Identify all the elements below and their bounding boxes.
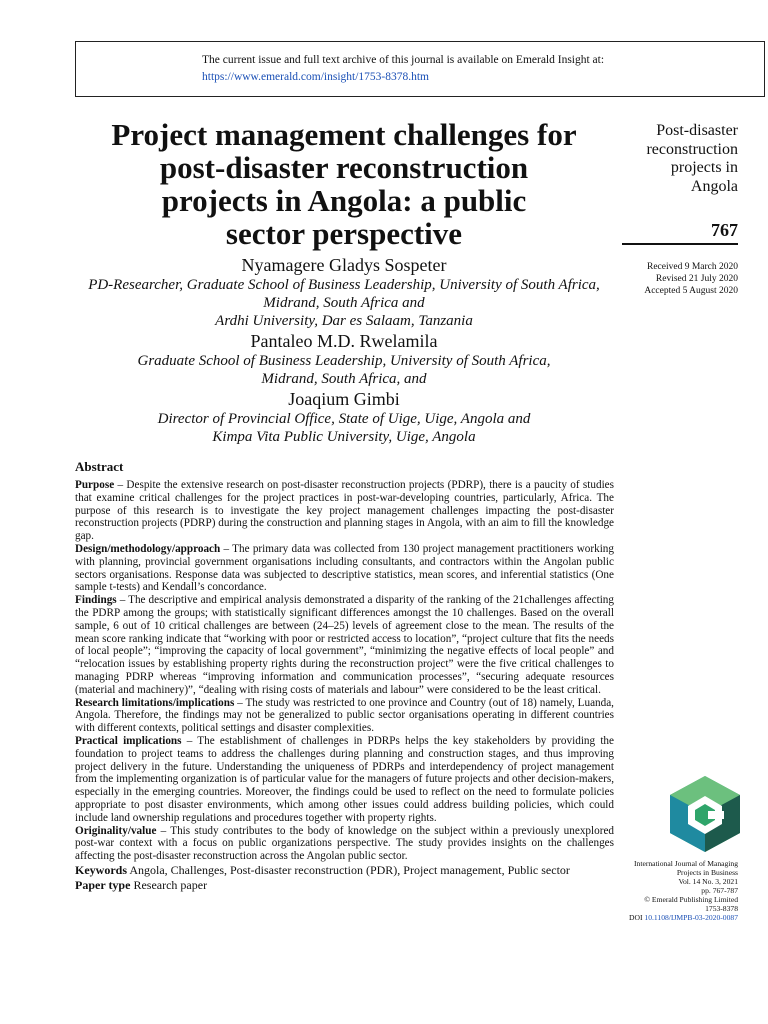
section-label: Purpose [75,479,115,491]
section-label: Research limitations/implications [75,696,235,709]
section-text: – The descriptive and empirical analysis demonstrated a disparity of the ranking of the 21challenges affecting the PDRP among the groups; with statistically significant differences amongst the 10 challenges. Based on the overall sample, 6 out of 10 critical challenges are between (24–25) levels of agreement close to the mean. The results of the mean score ranking indicate that “working with poor or restricted access to location”, “project culture that fits the needs of local people”; “improving the capacity of local government”, “minimizing the negative effects of local people” and “relocation issues by establishing property rights during the reconstruction project” were the five critical challenges to managing PDRP whereas “improving information and communication processes”, “securing adequate resources (material and machinery)”, “dealing with rising costs of materials and labour” were considered to be the least critical. [75,594,614,696]
journal-url-link[interactable]: https://www.emerald.com/insight/1753-8378.htm [202,71,429,83]
crossmark-logo-icon[interactable] [670,776,740,852]
abstract-practical [75,735,614,825]
author-affiliation: Ardhi University, Dar es Salaam, Tanzania [215,313,473,329]
keywords-text: Angola, Challenges, Post-disaster reconstruction (PDR), Project management, Public sector [127,862,570,877]
author-affiliation: Midrand, South Africa, and [261,371,427,387]
article-title [74,118,614,250]
section-text: – The primary data was collected from 130 project management practitioners working with planning, provincial government organisations including consultants, and contractors within the Angolan public sectors organisations. Response data was subjected to descriptive statistics, mean scores, and inferential statistics (One sample t-tests) and Kendall’s concordance. [75,542,614,594]
abstract-design [75,543,614,594]
author-affiliation: Kimpa Vita Public University, Uige, Angola [212,429,476,445]
doi-link[interactable]: 10.1108/IJMPB-03-2020-0087 [644,913,738,922]
journal-info-line: International Journal of Managing [634,859,738,868]
journal-info-line: 1753-8378 [705,904,738,913]
author-affiliation: Graduate School of Business Leadership, University of South Africa, [137,353,551,369]
paper-type-label: Paper type [75,877,131,892]
date-received: Received 9 March 2020 [646,262,738,272]
abstract-findings [75,594,614,696]
running-head-line: projects in [670,159,738,176]
section-text: – This study contributes to the body of knowledge on the subject within a previously unexplored post-war context with a focus on public organizations perspective. The study provides insights on the challenges affecting the post-disaster reconstruction across the Angolan public sector. [75,824,614,863]
publication-dates [616,261,738,297]
journal-info [600,859,738,922]
section-label: Practical implications [75,734,182,747]
journal-info-line: © Emerald Publishing Limited [644,895,738,904]
abstract-limitations [75,697,614,735]
journal-info-line: Vol. 14 No. 3, 2021 [678,877,738,886]
doi-line [600,913,738,922]
title-line: projects in Angola: a public [161,183,527,218]
margin-rule [622,243,738,245]
author-name: Nyamagere Gladys Sospeter [241,255,447,275]
running-head-line: reconstruction [646,140,738,158]
author-affiliation: Midrand, South Africa and [263,295,425,311]
section-text: – Despite the extensive research on post-disaster reconstruction projects (PDRP), there is a paucity of studies that examine critical challenges for the project practices in post-war-developing countries, particularly, Africa. The purpose of this research is to investigate the key project management challenges impacting the post-disaster reconstruction projects (PDRP) during the construction and planning stages in Angola, with an aim to fill the knowledge gap. [75,479,614,543]
paper-type [75,878,614,893]
journal-info-line: pp. 767-787 [701,886,738,895]
running-head-line: Post-disaster [656,122,738,139]
section-text: – The establishment of challenges in PDRPs helps the key stakeholders by providing the foundation to project teams to address the challenges during planning and construction stages, and thus improving project delivery in the future. Understanding the uniqueness of PDRPs and interdependency of project management from the implementing organization is of particular value for the managers of future projects and other decision-makers, especially in the emerging countries. Moreover, the findings could be used to reflect on the need to formulate policies appropriate to post disaster environments, which among other issues could address building policies, which could include land ownership regulations and procedures together with property rights. [75,734,614,824]
notice-text: The current issue and full text archive of this journal is available on Emerald Insight at: [202,54,605,66]
running-head [616,122,738,196]
page-number: 767 [711,220,738,240]
author-name: Pantaleo M.D. Rwelamila [250,331,438,351]
section-label: Findings [75,594,117,607]
keywords-label: Keywords [75,862,127,877]
title-line: sector perspective [225,216,463,251]
author-block [74,254,614,446]
title-line: Project management challenges for [111,117,577,152]
abstract-originality [75,825,614,863]
keywords [75,863,614,878]
title-line: post-disaster reconstruction [159,150,529,185]
doi-label: DOI [629,913,645,922]
author-name: Joaqium Gimbi [288,389,400,409]
section-label: Originality/value [75,824,157,837]
abstract [75,459,614,893]
date-accepted: Accepted 5 August 2020 [644,286,738,296]
date-revised: Revised 21 July 2020 [655,274,738,284]
paper-type-text: Research paper [130,877,208,892]
author-affiliation: PD-Researcher, Graduate School of Business Leadership, University of South Africa, [88,277,600,293]
journal-info-line: Projects in Business [676,868,738,877]
running-head-line: Angola [690,177,738,195]
section-label: Design/methodology/approach [75,542,221,555]
section-text: – The study was restricted to one province and Country (out of 18) namely, Luanda, Angola. Therefore, the findings may not be generalized to public sector organisations operating in different countries with different contexts, political settings and disaster complexities. [75,696,614,735]
journal-notice-box [75,41,765,97]
abstract-purpose [75,479,614,543]
author-affiliation: Director of Provincial Office, State of Uige, Uige, Angola and [157,411,531,427]
abstract-heading: Abstract [75,459,124,474]
